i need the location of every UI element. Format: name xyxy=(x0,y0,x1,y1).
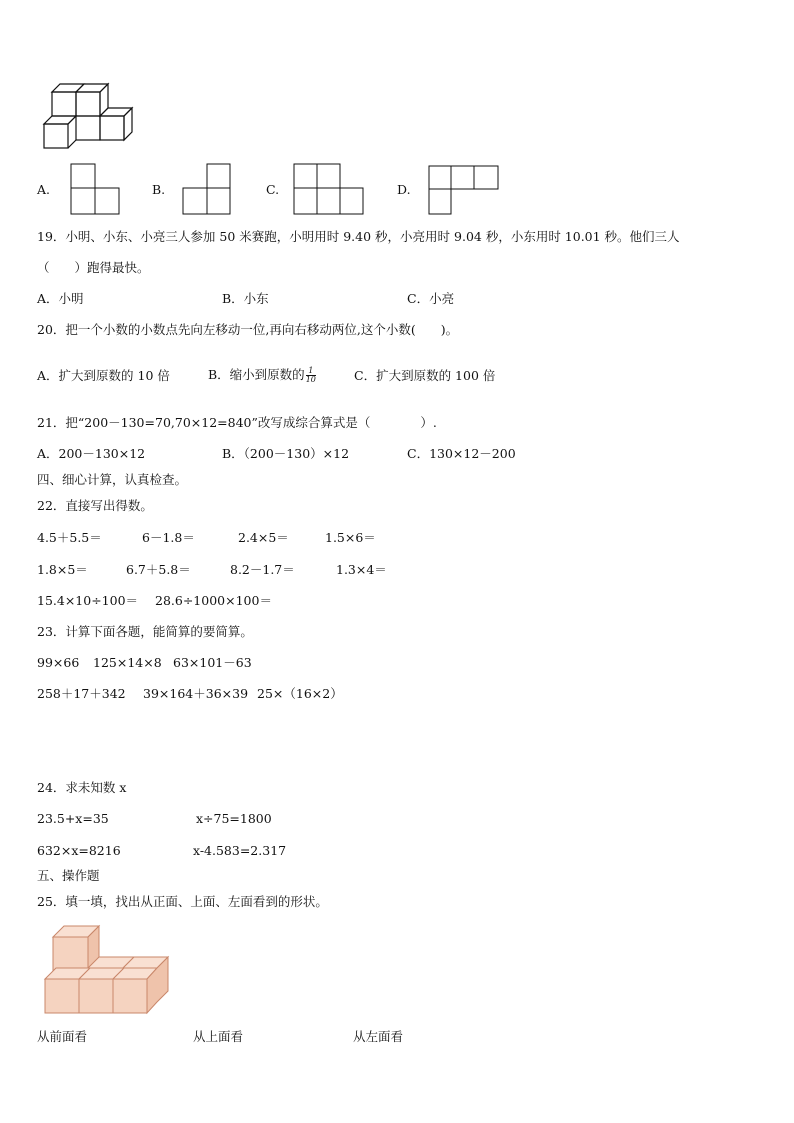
q24-equation: x-4.583=2.317 xyxy=(193,843,287,858)
q19-stem-line2: （ ）跑得最快。 xyxy=(37,260,150,275)
q22-item: 8.2－1.7＝ xyxy=(230,562,295,577)
q23-item: 25×（16×2） xyxy=(257,686,343,701)
q23-item: 258＋17＋342 xyxy=(37,686,126,701)
fraction-denominator: 10 xyxy=(305,375,316,384)
q22-item: 6.7＋5.8＝ xyxy=(126,562,191,577)
q24-equation: x÷75=1800 xyxy=(196,811,272,826)
q22-item: 15.4×10÷100＝ xyxy=(37,593,139,608)
q20-option-c[interactable]: C．扩大到原数的 100 倍 xyxy=(354,368,496,383)
q18-option-c-label[interactable]: C. xyxy=(266,182,280,197)
q18-option-a-label[interactable]: A. xyxy=(37,182,51,197)
q19-option-b[interactable]: B．小东 xyxy=(222,291,269,306)
q23-item: 99×66 xyxy=(37,655,80,670)
q24-stem: 24．求未知数 x xyxy=(37,780,127,795)
q23-stem: 23．计算下面各题，能简算的要简算。 xyxy=(37,624,253,639)
q22-stem: 22．直接写出得数。 xyxy=(37,498,153,513)
q24-equation: 23.5+x=35 xyxy=(37,811,109,826)
q18-option-b-label[interactable]: B. xyxy=(152,182,166,197)
q20-option-a[interactable]: A．扩大到原数的 10 倍 xyxy=(37,368,170,383)
q19-stem-line1: 19．小明、小东、小亮三人参加 50 米赛跑，小明用时 9.40 秒，小亮用时 9.04 秒，小东用时 10.01 秒。他们三人 xyxy=(37,229,680,244)
q21-option-c[interactable]: C．130×12－200 xyxy=(407,446,516,461)
q20-stem: 20．把一个小数的小数点先向左移动一位,再向右移动两位,这个小数( )。 xyxy=(37,322,459,337)
q19-option-c[interactable]: C．小亮 xyxy=(407,291,455,306)
view-top-label: 从上面看 xyxy=(193,1029,244,1044)
q22-item: 1.8×5＝ xyxy=(37,562,88,577)
q18-option-d-label[interactable]: D. xyxy=(397,182,411,197)
q21-option-b[interactable]: B．（200－130）×12 xyxy=(222,446,350,461)
q25-stem: 25．填一填，找出从正面、上面、左面看到的形状。 xyxy=(37,894,328,909)
q22-item: 1.5×6＝ xyxy=(325,530,376,545)
q23-item: 125×14×8 xyxy=(93,655,162,670)
q22-item: 28.6÷1000×100＝ xyxy=(155,593,272,608)
section-5-heading: 五、操作题 xyxy=(37,868,100,883)
q19-option-a[interactable]: A．小明 xyxy=(37,291,84,306)
q22-item: 4.5＋5.5＝ xyxy=(37,530,102,545)
q23-item: 63×101－63 xyxy=(173,655,252,670)
q22-item: 1.3×4＝ xyxy=(336,562,387,577)
q24-equation: 632×x=8216 xyxy=(37,843,121,858)
q21-stem: 21．把“200－130=70,70×12=840”改写成综合算式是（ ）. xyxy=(37,415,437,430)
q22-item: 2.4×5＝ xyxy=(238,530,289,545)
view-left-label: 从左面看 xyxy=(353,1029,404,1044)
q20-option-b-text: B．缩小到原数的 xyxy=(208,367,305,382)
q21-option-a[interactable]: A．200－130×12 xyxy=(37,446,146,461)
q23-item: 39×164＋36×39 xyxy=(143,686,249,701)
view-front-label: 从前面看 xyxy=(37,1029,88,1044)
section-4-heading: 四、细心计算，认真检查。 xyxy=(37,472,188,487)
fraction-numerator: 1 xyxy=(306,367,316,376)
q22-item: 6－1.8＝ xyxy=(142,530,195,545)
